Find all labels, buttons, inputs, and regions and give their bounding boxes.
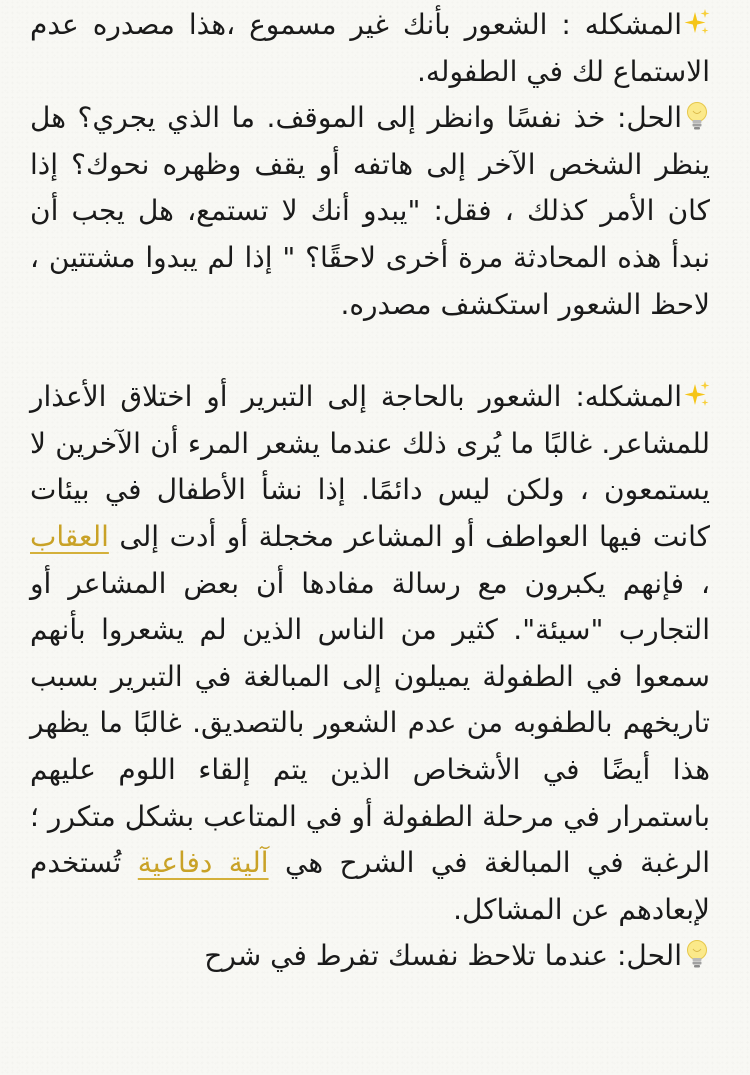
solution-text: عندما تلاحظ نفسك تفرط في شرح [204, 939, 609, 973]
solution-label: الحل: [605, 101, 682, 135]
defense-mechanism-link[interactable]: آلية دفاعية [137, 846, 269, 880]
light-bulb-icon [684, 101, 710, 131]
solution-paragraph-2 [30, 933, 710, 980]
problem-paragraph-2 [30, 374, 710, 933]
paragraph-spacer [30, 328, 710, 374]
problem-text-part-3: تُستخدم لإبعادهم عن المشاكل. [30, 846, 710, 926]
problem-text: الشعور بأنك غير مسموع ،هذا مصدره عدم الاستماع لك في الطفوله. [30, 8, 710, 88]
solution-paragraph-1 [30, 95, 710, 328]
problem-paragraph-1 [30, 2, 710, 95]
sparkles-icon [684, 380, 710, 410]
punishment-link[interactable]: العقاب [30, 519, 109, 553]
problem-text-part-2: ، فإنهم يكبرون مع رسالة مفادها أن بعض المشاعر أو التجارب "سيئة". كثير من الناس الذين لم يشعروا بأنهم سمعوا في الطفولة يميلون إلى المبالغة في التبرير بسبب تاريخهم بالطفوبه من عدم الشعور بالتصديق. غالبًا ما يظهر هذا أيضًا في الأشخاص الذين يتم إلقاء اللوم عليهم باستمرار في مرحلة الطفولة أو في المتاعب بشكل متكرر ؛ الرغبة في المبالغة في الشرح هي [30, 566, 710, 880]
problem-label: المشكله: [561, 380, 682, 414]
problem-label: المشكله : [547, 8, 682, 41]
sparkles-icon [684, 8, 710, 38]
solution-label: الحل: [608, 939, 682, 973]
light-bulb-icon [684, 939, 710, 969]
solution-text: خذ نفسًا وانظر إلى الموقف. ما الذي يجري؟ هل ينظر الشخص الآخر إلى هاتفه أو يقف وظهره نحوك؟ إذا كان الأمر كذلك ، فقل: "يبدو أنك لا تستمع، هل يجب أن نبدأ هذه المحادثة مرة أخرى لاحقًا؟ " إذا لم يبدوا مشتتين ، لاحظ الشعور استكشف مصدره. [30, 101, 710, 321]
problem-text-part-1: الشعور بالحاجة إلى التبرير أو اختلاق الأعذار للمشاعر. غالبًا ما يُرى ذلك عندما يشعر المرء أن الآخرين لا يستمعون ، ولكن ليس دائمًا. إذا نشأ الأطفال في بيئات كانت فيها العواطف أو المشاعر مخجلة أو أدت إلى [30, 380, 710, 553]
